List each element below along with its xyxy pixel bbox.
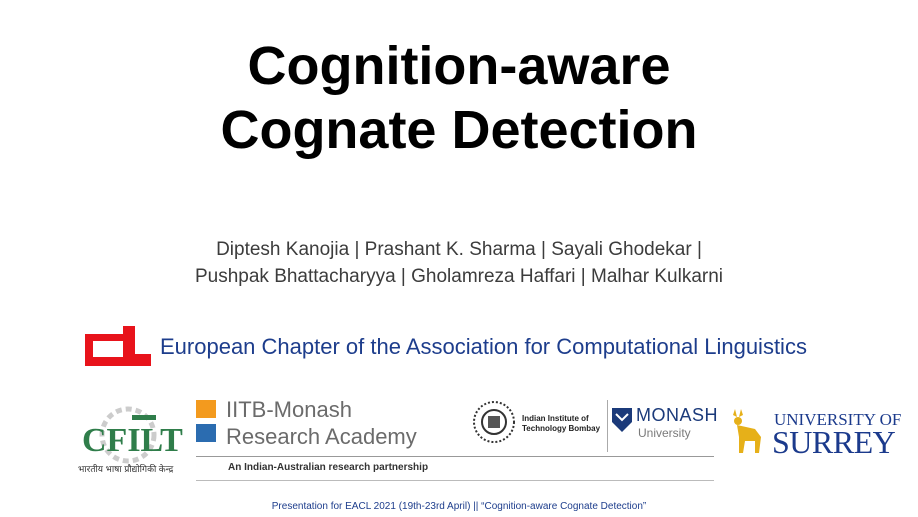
iitb-monash-name: IITB-Monash bbox=[226, 397, 352, 422]
monash-shield-icon bbox=[612, 408, 632, 432]
iitb-monash-squares bbox=[196, 400, 218, 444]
eacl-name: European Chapter of the Association for Computational Linguistics bbox=[160, 334, 807, 359]
surrey-name: SURREY bbox=[772, 424, 896, 460]
footer-caption: Presentation for EACL 2021 (19th-23rd April) || “Cognition-aware Cognate Detection” bbox=[271, 501, 647, 512]
divider bbox=[607, 400, 608, 452]
surrey-name-top: UNIVERSITY OF bbox=[774, 410, 902, 429]
surrey-stag-icon bbox=[727, 407, 765, 457]
iitb-name-line-1: Indian Institute of bbox=[522, 414, 589, 423]
iitb-monash-tagline: An Indian-Australian research partnership bbox=[228, 462, 429, 473]
authors-line-2: Pushpak Bhattacharyya | Gholamreza Haffari | Malhar Kulkarni bbox=[194, 266, 724, 287]
authors-line-1: Diptesh Kanojia | Prashant K. Sharma | Sayali Ghodekar | bbox=[216, 239, 702, 260]
eacl-logo bbox=[85, 326, 151, 366]
divider bbox=[196, 456, 714, 457]
iitb-seal-icon bbox=[472, 400, 516, 444]
title-line-1: Cognition-aware bbox=[247, 36, 671, 96]
iitb-monash-subtitle: Research Academy bbox=[226, 424, 417, 449]
cfilt-caption: भारतीय भाषा प्रौद्योगिकी केन्द्र bbox=[78, 464, 174, 474]
monash-subtitle: University bbox=[638, 426, 691, 440]
page-title bbox=[0, 34, 918, 162]
iitb-name bbox=[522, 414, 600, 434]
svg-text:CFILT: CFILT bbox=[82, 422, 183, 459]
divider bbox=[196, 480, 714, 481]
author-list bbox=[0, 236, 918, 290]
title-line-2: Cognate Detection bbox=[220, 100, 698, 160]
iitb-name-line-2: Technology Bombay bbox=[522, 424, 601, 433]
monash-name: MONASH bbox=[636, 405, 719, 425]
